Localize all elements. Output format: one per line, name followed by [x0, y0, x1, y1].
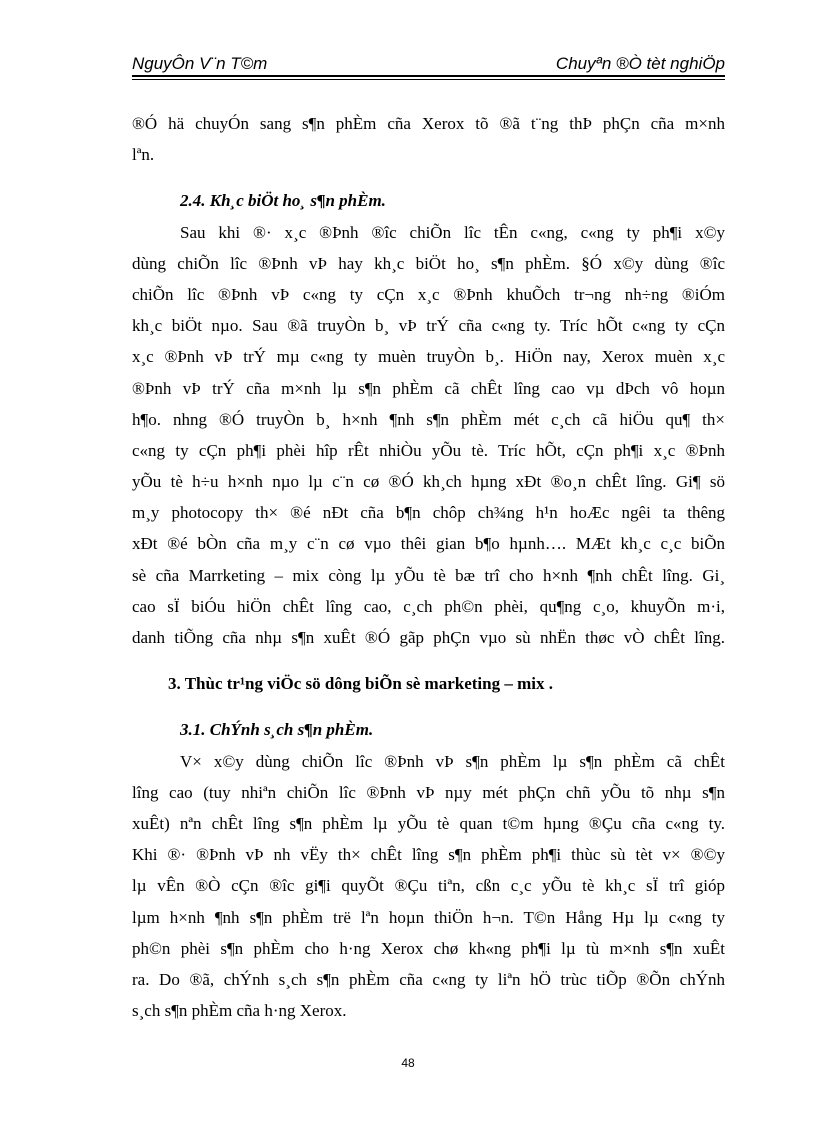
text-line: ra. Do ®ã, chÝnh s¸ch s¶n phÈm cña c«ng ty liªn hÖ trùc tiÕp ®Õn chÝnh: [132, 969, 725, 989]
text-line: lªn.: [132, 145, 155, 165]
text-line: xÐt ®é bÒn cña m¸y c¨n cø vµo thêi gian b¶o hµnh…. MÆt kh¸c c¸c biÕn: [132, 534, 725, 554]
text-line: Khi ®· ®Þnh vÞ nh vËy th× chÊt lîng s¶n phÈm ph¶i thùc sù tèt v× ®©y: [132, 845, 725, 865]
page-header: [132, 50, 725, 78]
text-line: kh¸c biÖt nµo. Sau ®ã truyÒn b¸ vÞ trÝ cña c«ng ty. Tríc hÕt c«ng ty cÇn: [132, 316, 725, 336]
text-line: h¶o. nhng ®Ó truyÒn b¸ h×nh ¶nh s¶n phÈm mét c¸ch cã hiÖu qu¶ th×: [132, 409, 725, 429]
text-line: V× x©y dùng chiÕn lîc ®Þnh vÞ s¶n phÈm lµ s¶n phÈm cã chÊt: [180, 751, 725, 771]
text-line: yÕu tè h÷u h×nh nµo lµ c¨n cø ®Ó kh¸ch hµng xÐt ®o¸n chÊt lîng. Gi¶ sö: [132, 472, 725, 492]
section-heading: 3. Thùc tr¹ng viÖc sö dông biÕn sè marketing – mix .: [168, 674, 553, 694]
section-heading: 3.1. ChÝnh s¸ch s¶n phÈm.: [180, 720, 374, 740]
text-line: lµ vÊn ®Ò cÇn ®îc gi¶i quyÕt ®Çu tiªn, cßn c¸c yÕu tè kh¸c sÏ trî gióp: [132, 876, 725, 896]
text-line: s¸ch s¶n phÈm cña h·ng Xerox.: [132, 1001, 347, 1021]
paragraph-gap: [132, 653, 725, 668]
text-line: lµm h×nh ¶nh s¶n phÈm trë lªn hoµn thiÖn h¬n. T©n Hång Hµ lµ c«ng ty: [132, 907, 725, 927]
text-line: x¸c ®Þnh vÞ trÝ mµ c«ng ty muèn truyÒn b¸. HiÖn nay, Xerox muèn x¸c: [132, 347, 725, 367]
page-number: 48: [401, 1056, 415, 1070]
text-line: c«ng ty cÇn ph¶i phèi hîp rÊt nhiÒu yÕu tè. Tríc hÕt, cÇn ph¶i x¸c ®Þnh: [132, 440, 725, 460]
text-line: ®Þnh vÞ trÝ cña m×nh lµ s¶n phÈm cã chÊt lîng cao vµ dÞch vô hoµn: [132, 378, 725, 398]
text-line: danh tiÕng cña nhµ s¶n xuÊt ®Ó gãp phÇn vµo sù nhËn thøc vÒ chÊt lîng.: [132, 628, 725, 647]
header-author: NguyÔn V¨n T©m: [132, 54, 268, 73]
text-line: ®Ó hä chuyÓn sang s¶n phÈm cña Xerox tõ ®ã t¨ng thÞ phÇn cña m×nh: [132, 114, 725, 133]
header-rule-thin: [132, 79, 725, 80]
text-line: sè cña Marrketing – mix còng lµ yÕu tè bæ trî cho h×nh ¶nh chÊt lîng. Gi¸: [132, 565, 725, 585]
paragraph-gap: [132, 699, 725, 714]
text-line: dùng chiÕn lîc ®Þnh vÞ hay kh¸c biÖt ho¸ s¶n phÈm. §Ó x©y dùng ®îc: [132, 253, 725, 273]
text-line: ph©n phèi s¶n phÈm cho h·ng Xerox chø kh«ng ph¶i lµ tù m×nh s¶n xuÊt: [132, 938, 725, 958]
header-title: Chuyªn ®Ò tèt nghiÖp: [555, 54, 725, 73]
paragraph-gap: [132, 170, 725, 185]
section-heading: 2.4. Kh¸c biÖt ho¸ s¶n phÈm.: [180, 191, 386, 211]
text-line: chiÕn lîc ®Þnh vÞ c«ng ty cÇn x¸c ®Þnh khuÕch tr¬ng nh÷ng ®iÓm: [132, 284, 725, 304]
document-body: [132, 108, 725, 1026]
text-line: Sau khi ®· x¸c ®Þnh ®îc chiÕn lîc tÊn c«ng, c«ng ty ph¶i x©y: [180, 222, 725, 242]
header-rule-thick: [132, 75, 725, 77]
text-line: m¸y photocopy th× ®é nÐt cña b¶n chôp ch¾ng h¹n hoÆc ngêi ta thêng: [132, 503, 725, 523]
text-line: lîng cao (tuy nhiªn chiÕn lîc ®Þnh vÞ nµy mét phÇn chñ yÕu tõ nhµ s¶n: [132, 782, 725, 802]
text-line: cao sÏ biÓu hiÖn chÊt lîng cao, c¸ch ph©n phèi, qu¶ng c¸o, khuyÕn m·i,: [132, 596, 725, 616]
text-line: xuÊt) nªn chÊt lîng s¶n phÈm lµ yÕu tè quan t©m hµng ®Çu cña c«ng ty.: [132, 813, 725, 833]
